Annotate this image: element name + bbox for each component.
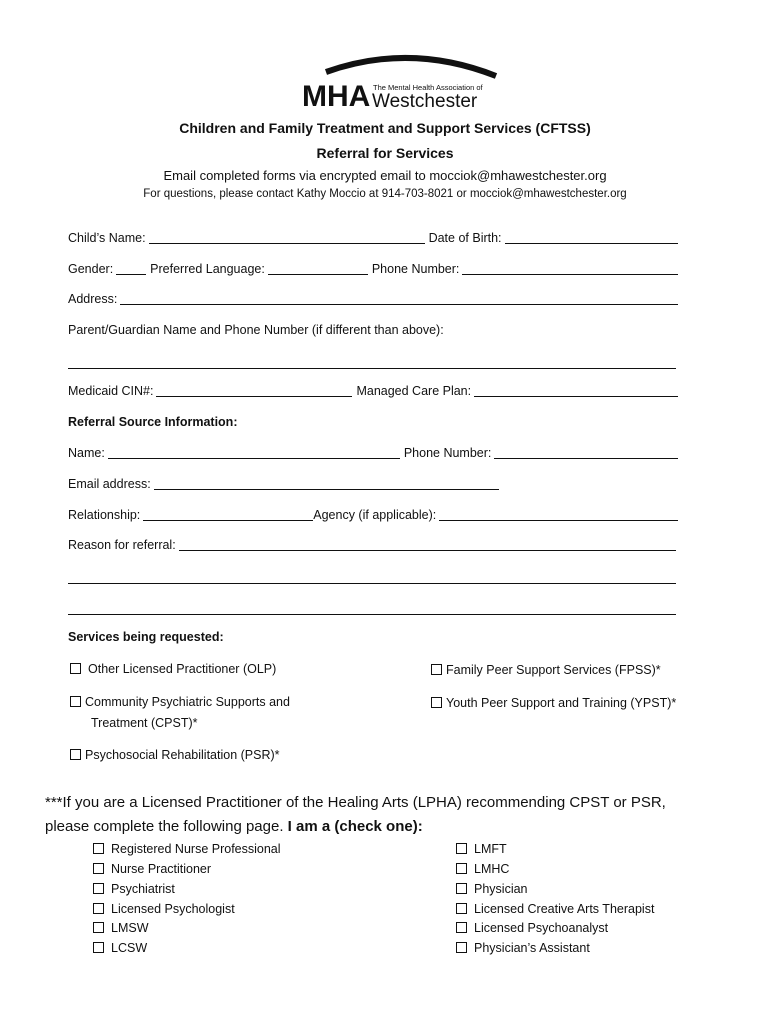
lpha-option[interactable] [93,921,149,935]
reason-field[interactable] [179,538,676,551]
relationship-field[interactable] [143,508,313,521]
gender-field[interactable] [116,262,146,275]
child-name-row [68,231,682,245]
dob-label: Date of Birth: [428,231,502,245]
referral-name-row [68,446,682,460]
address-label: Address: [68,292,118,306]
cpst-label-line2: Treatment (CPST)* [91,716,198,730]
language-label: Preferred Language: [150,262,265,276]
reason-line-3[interactable] [68,614,676,615]
gender-label: Gender: [68,262,114,276]
referral-heading: Referral Source Information: [68,415,238,429]
agency-field[interactable] [439,508,678,521]
language-field[interactable] [268,262,368,275]
services-heading: Services being requested: [68,630,224,644]
fpss-label: Family Peer Support Services (FPSS)* [446,663,661,677]
address-row [68,292,682,306]
lpha-checkbox[interactable] [456,883,467,894]
lpha-label: Nurse Practitioner [111,862,212,876]
lpha-label: LMFT [474,842,507,856]
guardian-field[interactable] [68,368,676,369]
lpha-checkbox[interactable] [456,903,467,914]
reason-label: Reason for referral: [68,538,176,552]
guardian-row [68,323,682,337]
gender-row [68,262,682,276]
child-name-label: Child’s Name: [68,231,146,245]
email-note: Email completed forms via encrypted email to mocciok@mhawestchester.org [163,168,607,183]
lpha-option[interactable] [456,862,509,876]
lpha-label: Licensed Psychologist [111,902,235,916]
olp-checkbox[interactable] [70,663,81,674]
lpha-option[interactable] [93,862,211,876]
service-ypst[interactable] [431,696,676,710]
lpha-checkbox[interactable] [93,863,104,874]
referral-email-field[interactable] [154,477,499,490]
relationship-row [68,508,682,522]
referral-name-label: Name: [68,446,105,460]
relationship-label: Relationship: [68,508,141,522]
lpha-option[interactable] [93,842,281,856]
lpha-label: LMSW [111,921,149,935]
service-cpst[interactable] [70,695,290,709]
fpss-checkbox[interactable] [431,664,442,675]
lpha-checkbox[interactable] [93,942,104,953]
ypst-checkbox[interactable] [431,697,442,708]
medicaid-field[interactable] [156,384,352,397]
lpha-checkbox[interactable] [93,922,104,933]
lpha-option[interactable] [456,921,608,935]
lpha-checkbox[interactable] [456,922,467,933]
lpha-option[interactable] [93,941,147,955]
lpha-note-line2: please complete the following page. [45,818,284,835]
referral-phone-field[interactable] [494,446,678,459]
lpha-checkbox[interactable] [93,903,104,914]
service-fpss[interactable] [431,663,661,677]
lpha-option[interactable] [456,941,590,955]
referral-name-field[interactable] [108,446,400,459]
lpha-checkbox[interactable] [456,863,467,874]
referral-phone-label: Phone Number: [403,446,492,460]
lpha-note-line1: ***If you are a Licensed Practitioner of the Healing Arts (LPHA) recommending CPST or PSR, [45,794,666,811]
lpha-option[interactable] [93,882,175,896]
agency-label: Agency (if applicable): [313,508,437,522]
mha-westchester-logo [300,48,500,112]
medicaid-row [68,384,682,398]
service-olp[interactable] [70,662,276,676]
form-title: Children and Family Treatment and Support Services (CFTSS) [179,120,591,136]
medicaid-label: Medicaid CIN#: [68,384,154,398]
reason-row [68,538,682,552]
plan-field[interactable] [474,384,678,397]
lpha-option[interactable] [456,842,507,856]
form-subtitle: Referral for Services [316,145,454,161]
guardian-label: Parent/Guardian Name and Phone Number (if different than above): [68,323,444,337]
cpst-label-line1: Community Psychiatric Supports and [85,695,290,709]
child-phone-field[interactable] [462,262,678,275]
cpst-checkbox[interactable] [70,696,81,707]
lpha-label: Registered Nurse Professional [111,842,281,856]
olp-label: Other Licensed Practitioner (OLP) [88,662,277,676]
lpha-checkbox[interactable] [93,843,104,854]
lpha-label: Physician’s Assistant [474,941,590,955]
svg-text:Westchester: Westchester [372,91,478,112]
plan-label: Managed Care Plan: [356,384,472,398]
lpha-option[interactable] [93,902,235,916]
referral-email-label: Email address: [68,477,151,491]
lpha-checkbox[interactable] [456,942,467,953]
psr-label: Psychosocial Rehabilitation (PSR)* [85,748,280,762]
lpha-checkbox[interactable] [93,883,104,894]
lpha-note [45,791,745,839]
service-psr[interactable] [70,748,280,762]
reason-line-2[interactable] [68,583,676,584]
svg-text:The Mental Health Association: The Mental Health Association of [373,83,483,92]
lpha-option[interactable] [456,902,654,916]
dob-field[interactable] [505,231,678,244]
lpha-label: Licensed Creative Arts Therapist [474,902,655,916]
lpha-label: LCSW [111,941,148,955]
lpha-note-bold: I am a (check one): [287,818,423,835]
referral-email-row [68,477,682,491]
child-phone-label: Phone Number: [371,262,460,276]
lpha-label: LMHC [474,862,510,876]
svg-text:MHA: MHA [302,80,371,112]
lpha-label: Psychiatrist [111,882,175,896]
contact-note: For questions, please contact Kathy Moccio at 914-703-8021 or mocciok@mhawestchester.org [143,188,627,200]
lpha-label: Licensed Psychoanalyst [474,921,609,935]
lpha-option[interactable] [456,882,528,896]
ypst-label: Youth Peer Support and Training (YPST)* [446,696,677,710]
address-field[interactable] [120,292,678,305]
lpha-label: Physician [474,882,528,896]
psr-checkbox[interactable] [70,749,81,760]
child-name-field[interactable] [149,231,425,244]
lpha-checkbox[interactable] [456,843,467,854]
